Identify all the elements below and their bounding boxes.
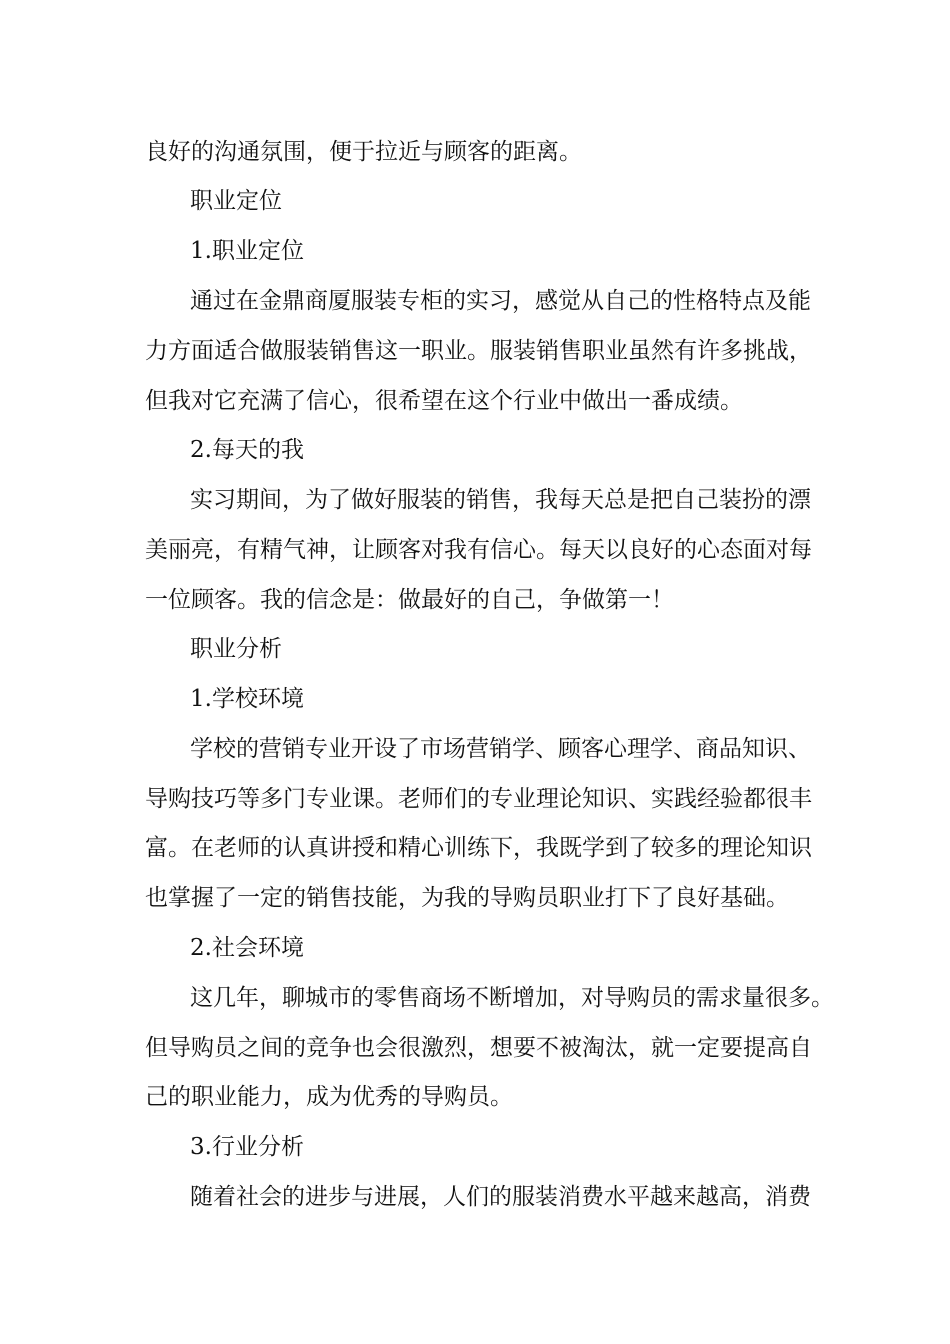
subheading-social-environment: 2.社会环境 (190, 935, 304, 961)
text-line: 一位顾客。我的信念是：做最好的自己，争做第一！ (145, 587, 674, 613)
text-line: 这几年，聊城市的零售商场不断增加，对导购员的需求量很多。 (190, 985, 834, 1011)
text-line: 富。在老师的认真讲授和精心训练下，我既学到了较多的理论知识 (145, 835, 812, 861)
text-line: 己的职业能力，成为优秀的导购员。 (145, 1084, 513, 1110)
text-line: 良好的沟通氛围，便于拉近与顾客的距离。 (145, 139, 582, 165)
text-line: 通过在金鼎商厦服装专柜的实习，感觉从自己的性格特点及能 (190, 288, 811, 314)
text-line: 力方面适合做服装销售这一职业。服装销售职业虽然有许多挑战， (145, 338, 812, 364)
text-line: 实习期间，为了做好服装的销售，我每天总是把自己装扮的漂 (190, 487, 811, 513)
text-line: 美丽亮，有精气神，让顾客对我有信心。每天以良好的心态面对每 (145, 537, 812, 563)
section-heading-career-positioning: 职业定位 (190, 188, 282, 214)
subheading-industry-analysis: 3.行业分析 (190, 1134, 304, 1160)
text-line: 也掌握了一定的销售技能，为我的导购员职业打下了良好基础。 (145, 885, 789, 911)
subheading-school-environment: 1.学校环境 (190, 686, 304, 712)
text-line: 但我对它充满了信心，很希望在这个行业中做出一番成绩。 (145, 388, 743, 414)
subheading-career-positioning: 1.职业定位 (190, 238, 304, 264)
section-heading-career-analysis: 职业分析 (190, 636, 282, 662)
subheading-daily-me: 2.每天的我 (190, 437, 304, 463)
text-line: 学校的营销专业开设了市场营销学、顾客心理学、商品知识、 (190, 736, 811, 762)
text-line: 随着社会的进步与进展，人们的服装消费水平越来越高，消费 (190, 1184, 811, 1210)
text-line: 但导购员之间的竞争也会很激烈，想要不被淘汰，就一定要提高自 (145, 1035, 812, 1061)
text-line: 导购技巧等多门专业课。老师们的专业理论知识、实践经验都很丰 (145, 786, 812, 812)
